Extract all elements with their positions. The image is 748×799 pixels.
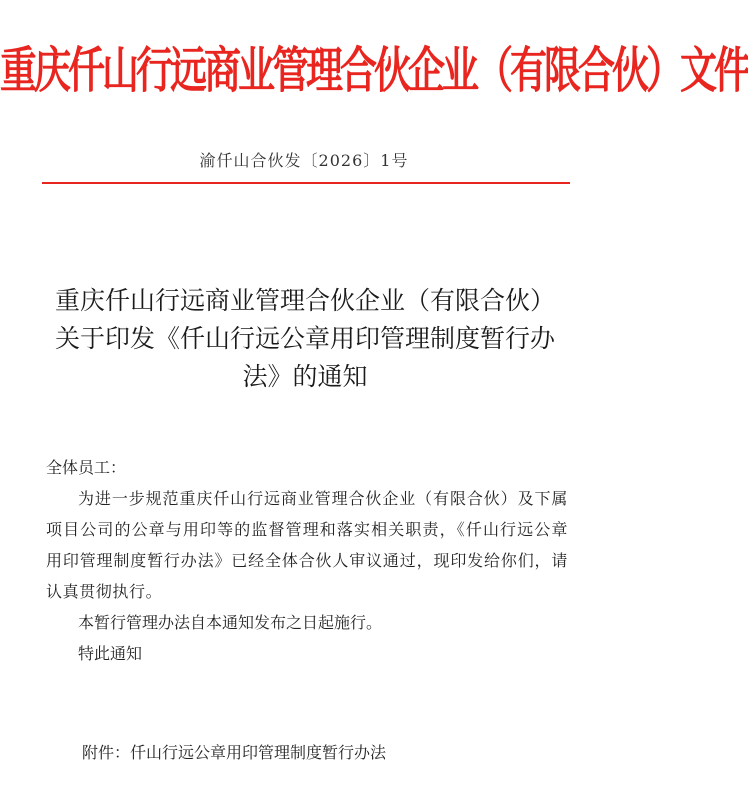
attachment-line: 附件：仟山行远公章用印管理制度暂行办法 [82,743,387,762]
salutation: 全体员工： [46,458,127,477]
notice-title-line-3: 法》的通知 [242,362,368,391]
notice-body [46,452,568,669]
closing-line: 特此通知 [78,644,143,663]
document-number: 渝仟山合伙发〔2026〕1号 [199,151,409,170]
notice-title [38,282,572,396]
body-paragraph-2: 本暂行管理办法自本通知发布之日起施行。 [78,613,383,632]
notice-title-line-2: 关于印发《仟山行远公章用印管理制度暂行办 [54,324,555,353]
document-header-title: 重庆仟山行远商业管理合伙企业（有限合伙）文件 [0,40,748,99]
notice-title-line-1: 重庆仟山行远商业管理合伙企业（有限合伙） [54,286,555,315]
red-divider-line [42,182,570,184]
body-paragraph-1: 为进一步规范重庆仟山行远商业管理合伙企业（有限合伙）及下属项目公司的公章与用印等的监督管理和落实相关职责，《仟山行远公章用印管理制度暂行办法》已经全体合伙人审议通过，现印发给你们，请认真贯彻执行。 [46,489,568,601]
